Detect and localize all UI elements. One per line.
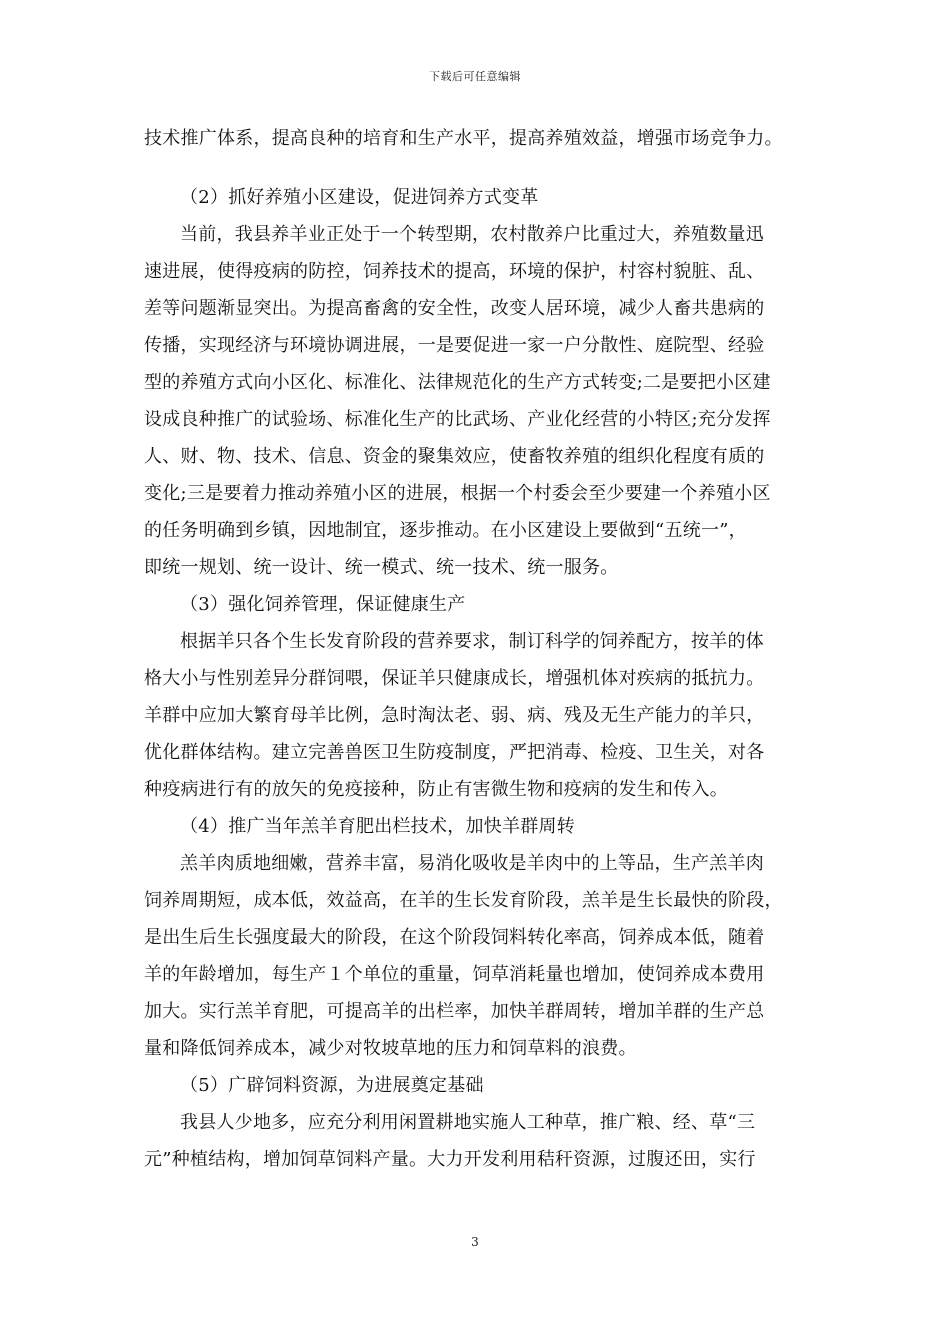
text-line: 的任务明确到乡镇，因地制宜，逐步推动。在小区建设上要做到“五统一”， [144,520,747,541]
text-line: 差等问题渐显突出。为提高畜禽的安全性，改变人居环境，减少人畜共患病的 [144,298,765,319]
text-line: 型的养殖方式向小区化、标准化、法律规范化的生产方式转变;二是要把小区建 [144,372,771,393]
section-heading: （4）推广当年羔羊育肥出栏技术，加快羊群周转 [180,816,575,837]
text-line: 羊群中应加大繁育母羊比例，急时淘汰老、弱、病、残及无生产能力的羊只， [144,705,765,726]
text-line: 种疫病进行有的放矢的免疫接种，防止有害微生物和疫病的发生和传入。 [144,779,728,800]
page-number: 3 [471,1235,479,1249]
text-line: 传播，实现经济与环境协调进展，一是要促进一家一户分散性、庭院型、经验 [144,335,765,356]
text-line: 即统一规划、统一设计、统一模式、统一技术、统一服务。 [144,557,619,578]
text-line: 羊的年龄增加，每生产１个单位的重量，饲草消耗量也增加，使饲养成本费用 [144,964,765,985]
text-line: 加大。实行羔羊育肥，可提高羊的出栏率，加快羊群周转，增加羊群的生产总 [144,1001,765,1022]
text-line: 设成良种推广的试验场、标准化生产的比武场、产业化经营的小特区;充分发挥 [144,409,771,430]
text-line: 量和降低饲养成本，减少对牧坡草地的压力和饲草料的浪费。 [144,1038,637,1059]
text-line: 优化群体结构。建立完善兽医卫生防疫制度，严把消毒、检疫、卫生关，对各 [144,742,765,763]
section-heading: （2）抓好养殖小区建设，促进饲养方式变革 [180,187,539,208]
paragraph-first-line: 当前，我县养羊业正处于一个转型期，农村散养户比重过大，养殖数量迅 [180,224,764,245]
section-heading: （5）广辟饲料资源，为进展奠定基础 [180,1075,484,1096]
text-line: 元”种植结构，增加饲草饲料产量。大力开发利用秸秆资源，过腹还田，实行 [144,1149,756,1170]
text-line: 是出生后生长强度最大的阶段，在这个阶段饲料转化率高，饲养成本低，随着 [144,927,765,948]
paragraph-gap [144,157,810,179]
page-header-note: 下载后可任意编辑 [429,70,521,83]
text-line: 变化;三是要着力推动养殖小区的进展，根据一个村委会至少要建一个养殖小区 [144,483,771,504]
text-line: 格大小与性别差异分群饲喂，保证羊只健康成长，增强机体对疾病的抵抗力。 [144,668,765,689]
text-line: 技术推广体系，提高良种的培育和生产水平，提高养殖效益，增强市场竞争力。 [144,128,783,149]
paragraph-first-line: 羔羊肉质地细嫩，营养丰富，易消化吸收是羊肉中的上等品，生产羔羊肉 [180,853,764,874]
text-line: 速进展，使得疫病的防控，饲养技术的提高，环境的保护，村容村貌脏、乱、 [144,261,765,282]
section-heading: （3）强化饲养管理，保证健康生产 [180,594,466,615]
paragraph-first-line: 根据羊只各个生长发育阶段的营养要求，制订科学的饲养配方，按羊的体 [180,631,764,652]
document-body [144,120,810,1178]
text-line: 饲养周期短，成本低，效益高，在羊的生长发育阶段，羔羊是生长最快的阶段， [144,890,783,911]
text-line: 人、财、物、技术、信息、资金的聚集效应，使畜牧养殖的组织化程度有质的 [144,446,765,467]
paragraph-first-line: 我县人少地多，应充分利用闲置耕地实施人工种草，推广粮、经、草“三 [180,1112,756,1133]
